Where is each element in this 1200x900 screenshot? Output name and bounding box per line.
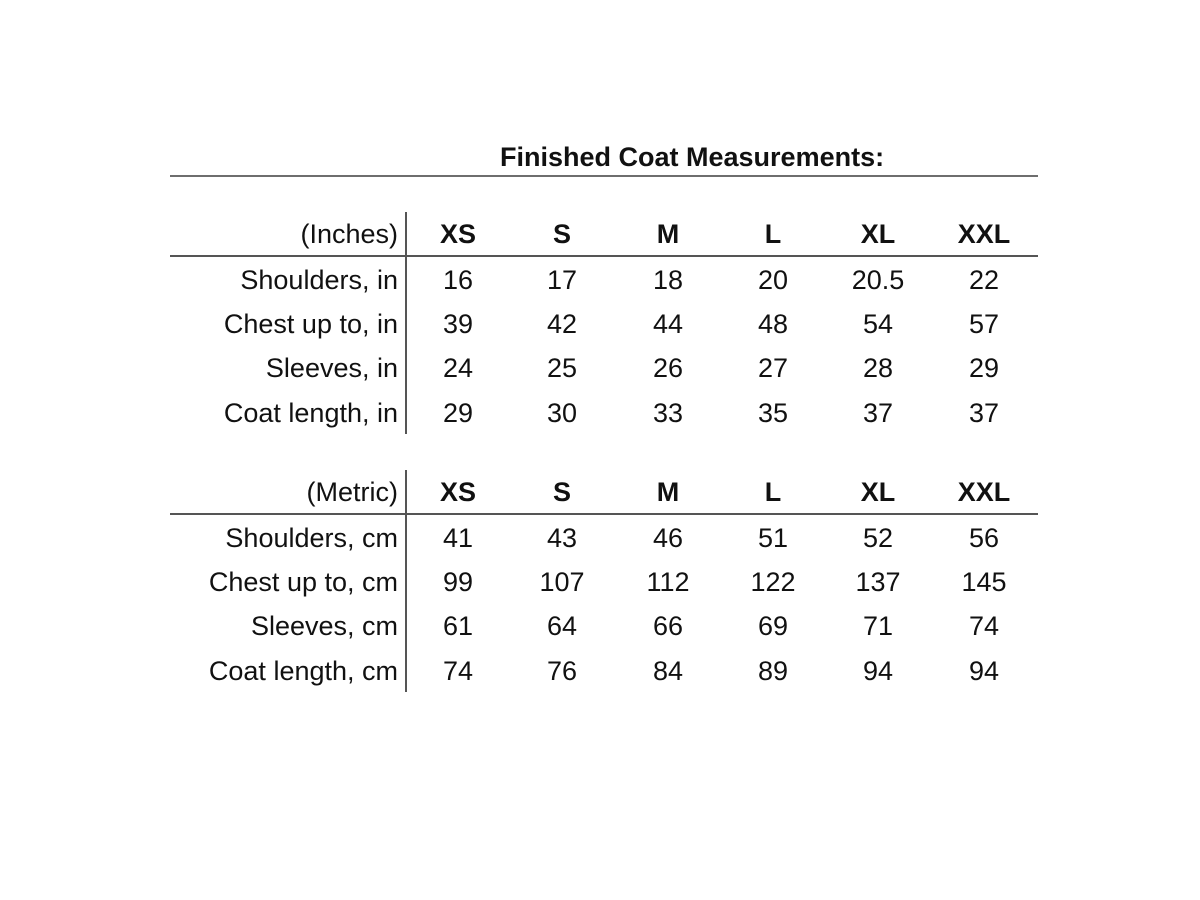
table-cell: 48 — [757, 309, 789, 339]
table-cell: 18 — [652, 265, 684, 295]
header-divider — [170, 513, 1038, 515]
row-label: Coat length, in — [223, 398, 398, 428]
table-cell: 94 — [862, 656, 894, 686]
table-header-row — [170, 472, 1038, 512]
table-cell: 74 — [442, 656, 474, 686]
size-header: XXL — [957, 477, 1011, 507]
table-cell: 61 — [442, 611, 474, 641]
table-cell: 57 — [968, 309, 1000, 339]
table-row — [170, 651, 1038, 691]
table-cell: 39 — [442, 309, 474, 339]
table-cell: 20.5 — [851, 265, 905, 295]
size-header: L — [764, 219, 782, 249]
row-label: Chest up to, cm — [208, 567, 398, 597]
table-cell: 99 — [442, 567, 474, 597]
size-header: XXL — [957, 219, 1011, 249]
table-cell: 35 — [757, 398, 789, 428]
table-cell: 52 — [862, 523, 894, 553]
table-cell: 37 — [968, 398, 1000, 428]
size-header: S — [552, 477, 571, 507]
table-row — [170, 260, 1038, 300]
table-cell: 43 — [546, 523, 578, 553]
table-cell: 22 — [968, 265, 1000, 295]
unit-label: (Inches) — [300, 219, 398, 249]
table-cell: 137 — [855, 567, 901, 597]
table-cell: 56 — [968, 523, 1000, 553]
table-cell: 107 — [539, 567, 585, 597]
table-cell: 24 — [442, 353, 474, 383]
table-cell: 17 — [546, 265, 578, 295]
table-cell: 74 — [968, 611, 1000, 641]
table-cell: 89 — [757, 656, 789, 686]
row-label: Chest up to, in — [223, 309, 398, 339]
table-cell: 46 — [652, 523, 684, 553]
header-divider — [170, 255, 1038, 257]
table-cell: 37 — [862, 398, 894, 428]
page-title: Finished Coat Measurements: — [500, 142, 885, 172]
table-cell: 71 — [862, 611, 894, 641]
table-header-row — [170, 214, 1038, 254]
table-cell: 27 — [757, 353, 789, 383]
row-label: Sleeves, in — [265, 353, 398, 383]
row-label: Shoulders, in — [240, 265, 398, 295]
table-row — [170, 304, 1038, 344]
size-header: XL — [860, 219, 896, 249]
row-label: Shoulders, cm — [225, 523, 398, 553]
size-header: XL — [860, 477, 896, 507]
table-cell: 16 — [442, 265, 474, 295]
table-cell: 41 — [442, 523, 474, 553]
table-cell: 69 — [757, 611, 789, 641]
table-cell: 76 — [546, 656, 578, 686]
size-header: M — [656, 219, 680, 249]
size-header: M — [656, 477, 680, 507]
table-cell: 25 — [546, 353, 578, 383]
unit-label: (Metric) — [306, 477, 398, 507]
table-cell: 54 — [862, 309, 894, 339]
table-cell: 26 — [652, 353, 684, 383]
table-cell: 44 — [652, 309, 684, 339]
size-header: XS — [439, 219, 477, 249]
row-label: Coat length, cm — [208, 656, 398, 686]
table-row — [170, 348, 1038, 388]
size-header: XS — [439, 477, 477, 507]
table-cell: 122 — [750, 567, 796, 597]
table-cell: 30 — [546, 398, 578, 428]
table-cell: 64 — [546, 611, 578, 641]
row-label: Sleeves, cm — [250, 611, 398, 641]
table-cell: 20 — [757, 265, 789, 295]
table-row — [170, 562, 1038, 602]
table-cell: 51 — [757, 523, 789, 553]
table-cell: 33 — [652, 398, 684, 428]
table-cell: 94 — [968, 656, 1000, 686]
table-row — [170, 606, 1038, 646]
table-row — [170, 393, 1038, 433]
table-cell: 66 — [652, 611, 684, 641]
table-cell: 29 — [968, 353, 1000, 383]
title-divider — [170, 175, 1038, 177]
table-cell: 28 — [862, 353, 894, 383]
table-cell: 42 — [546, 309, 578, 339]
size-header: L — [764, 477, 782, 507]
table-cell: 145 — [961, 567, 1007, 597]
table-row — [170, 518, 1038, 558]
table-cell: 29 — [442, 398, 474, 428]
table-cell: 84 — [652, 656, 684, 686]
table-cell: 112 — [646, 567, 690, 597]
size-header: S — [552, 219, 571, 249]
